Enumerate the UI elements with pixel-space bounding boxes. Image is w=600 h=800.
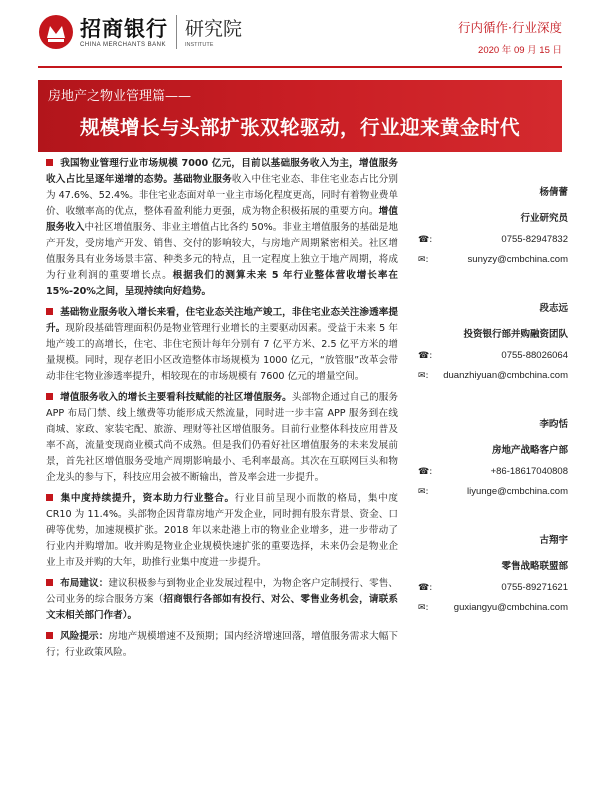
paragraph-lead: 集中度持续提升，资本助力行业整合。: [60, 493, 235, 504]
analyst-email[interactable]: [418, 254, 568, 266]
phone-number: +86-18617040808: [490, 466, 568, 477]
logo-en: CHINA MERCHANTS BANK: [80, 41, 167, 48]
paragraph-lead: 布局建议：: [60, 578, 109, 589]
analyst-email[interactable]: [418, 486, 568, 498]
paragraph-lead: 我国物业管理行业市场规模 7000 亿元，目前以基础服务收入为主，增值服务收入占比呈逐年递增的态势。: [46, 158, 398, 185]
analyst-phone: [418, 582, 568, 594]
report-date: 2020 年 09 月 15 日: [478, 45, 562, 56]
analyst-email[interactable]: [418, 370, 568, 382]
paragraph-text: 现阶段基础管理面积仍是物业管理行业增长的主要驱动因素。受益于未来 5 年地产竣工的高增长，住宅、非住宅预计每年分别有 7 亿平方米、2.5 亿平方米的增量规模。同时，现存老旧小区改造整体市场规模为 1000 亿元，“放管服”改革会带动非住宅物业渗透率提升，相较现在的市场规模有 7600 亿元的增量空间。: [46, 323, 399, 382]
analyst-card: [418, 534, 568, 650]
bullet-square-icon: [46, 632, 53, 639]
paragraph-lead: 风险提示：: [60, 631, 109, 642]
paragraph-lead: 基础物业服务收入增长来看，住宅业态关注地产竣工，非住宅业态关注渗透率提升。: [46, 307, 398, 334]
logo-divider: [176, 15, 177, 49]
phone-number: 0755-88026064: [501, 350, 568, 361]
cmb-logo-icon: [38, 14, 74, 50]
email-link[interactable]: guxiangyu@cmbchina.com: [453, 602, 568, 613]
phone-icon: ☎:: [418, 467, 433, 477]
analyst-team: 零售战略联盟部: [501, 561, 568, 572]
email-icon: ✉:: [418, 371, 429, 381]
analyst-card: [418, 418, 568, 534]
analyst-phone: [418, 234, 568, 246]
analyst-name: 段志远: [539, 303, 568, 314]
bullet-square-icon: [46, 494, 53, 501]
report-title: 规模增长与头部扩张双轮驱动，行业迎来黄金时代: [79, 116, 520, 139]
paragraph-text: 行业目前呈现小而散的格局，集中度 CR10 为 11.4%。头部物企因背靠房地产开发企业，同时拥有股东背景、资金、口碑等优势，加速规模扩张。2018 年以来赴港上市的物业企业增多，进一步带动了行业内并购增加。收并购是物业企业规模快速扩张的重要选择，未来仍会是物业企业上市及并购的大年，助推行业集中度进一步提升。: [46, 493, 399, 568]
bullet-square-icon: [46, 159, 53, 166]
bullet-square-icon: [46, 579, 53, 586]
email-link[interactable]: duanzhiyuan@cmbchina.com: [443, 370, 568, 381]
analyst-email[interactable]: [418, 602, 568, 614]
email-icon: ✉:: [418, 603, 429, 613]
analyst-team: 房地产战略客户部: [491, 445, 568, 456]
summary-paragraph: [46, 156, 398, 300]
paragraph-text: 房地产规模增速不及预期；国内经济增速回落，增值服务需求大幅下行；行业政策风险。: [46, 631, 399, 658]
analyst-card: [418, 302, 568, 418]
paragraph-conclusion: 招商银行各部如有投行、对公、零售业务机会，请联系文末相关部门作者）。: [46, 594, 399, 621]
phone-number: 0755-89271621: [501, 582, 568, 593]
summary-paragraph: [46, 576, 398, 624]
analyst-card: [418, 186, 568, 302]
email-link[interactable]: sunyzy@cmbchina.com: [467, 254, 568, 265]
banner-subtitle: 房地产之物业管理篇——: [48, 89, 192, 104]
phone-icon: ☎:: [418, 235, 433, 245]
report-type: 行内循作·行业深度: [458, 20, 562, 35]
institute-en: INSTITUTE: [185, 41, 214, 48]
analyst-phone: [418, 466, 568, 478]
analyst-sidebar: [418, 186, 568, 650]
summary-paragraph: [46, 629, 398, 661]
email-icon: ✉:: [418, 255, 429, 265]
bullet-square-icon: [46, 393, 53, 400]
summary-paragraph: [46, 390, 398, 486]
report-header: [0, 0, 600, 70]
paragraph-emphasis: 增值服务收入: [46, 206, 399, 233]
paragraph-text: 收入中住宅业态、非住宅业态占比分别为 47.6%、52.4%。非住宅业态面对单一业主市场化程度更高，同时有着物业费单价、收缴率高的优点，整体看盈利能力更强，成为物企积极拓展的重要方向。: [46, 174, 399, 217]
analyst-team: 行业研究员: [520, 213, 568, 224]
summary-paragraph: [46, 491, 398, 571]
bullet-square-icon: [46, 308, 53, 315]
paragraph-text: 中社区增值服务、非业主增值占比各约 50%。非业主增值服务的基础是地产开发，受房地产开发、销售、交付的影响较大，与房地产周期紧密相关。社区增值服务具有业务场景丰富、种类多元的特点，且一定程度上独立于地产周期，将成为行业利润的重要增长点。: [46, 222, 399, 281]
paragraph-lead: 增值服务收入的增长主要看科技赋能的社区增值服务。: [60, 392, 292, 403]
email-icon: ✉:: [418, 487, 429, 497]
analyst-phone: [418, 350, 568, 362]
paragraph-conclusion: 根据我们的测算未来 5 年行业整体营收增长率在 15%-20%之间，呈现持续向好趋势。: [46, 270, 399, 297]
header-divider: [38, 66, 562, 68]
institute-cn: 研究院: [185, 17, 243, 40]
analyst-name: 李昀恬: [539, 419, 568, 430]
analyst-name: 杨倩蕾: [539, 187, 568, 198]
brand-logo: [38, 14, 242, 50]
analyst-name: 古翔宇: [539, 535, 568, 546]
title-banner: [38, 80, 562, 152]
logo-cn: 招商银行: [80, 15, 168, 41]
paragraph-emphasis: 基础物业服务: [173, 174, 232, 185]
summary-paragraph: [46, 305, 398, 385]
paragraph-text: 建议积极参与到物业企业发展过程中，为物企客户定制授行、零售、公司业务的综合服务方案（: [46, 578, 399, 605]
paragraph-text: 头部物企通过自己的服务 APP 布局门禁、线上缴费等功能形成天然流量，同时进一步丰富 APP 服务到在线商城、家政、家装宅配、旅游、理财等社区增值服务。目前行业整体科技应用普及率不高，流量变现商业模式尚不成熟。但是我们仍看好社区增值服务的未来发展前景，首先社区增值服务受地产周期影响最小、毛利率最高。其次在互联网巨头和物企龙头的参与下，科技应用会被不断输出，普及率会进一步提升。: [46, 392, 399, 483]
analyst-team: 投资银行部并购融资团队: [463, 329, 568, 340]
phone-icon: ☎:: [418, 583, 433, 593]
phone-icon: ☎:: [418, 351, 433, 361]
summary-body: [46, 156, 398, 666]
email-link[interactable]: liyunge@cmbchina.com: [467, 486, 568, 497]
phone-number: 0755-82947832: [501, 234, 568, 245]
